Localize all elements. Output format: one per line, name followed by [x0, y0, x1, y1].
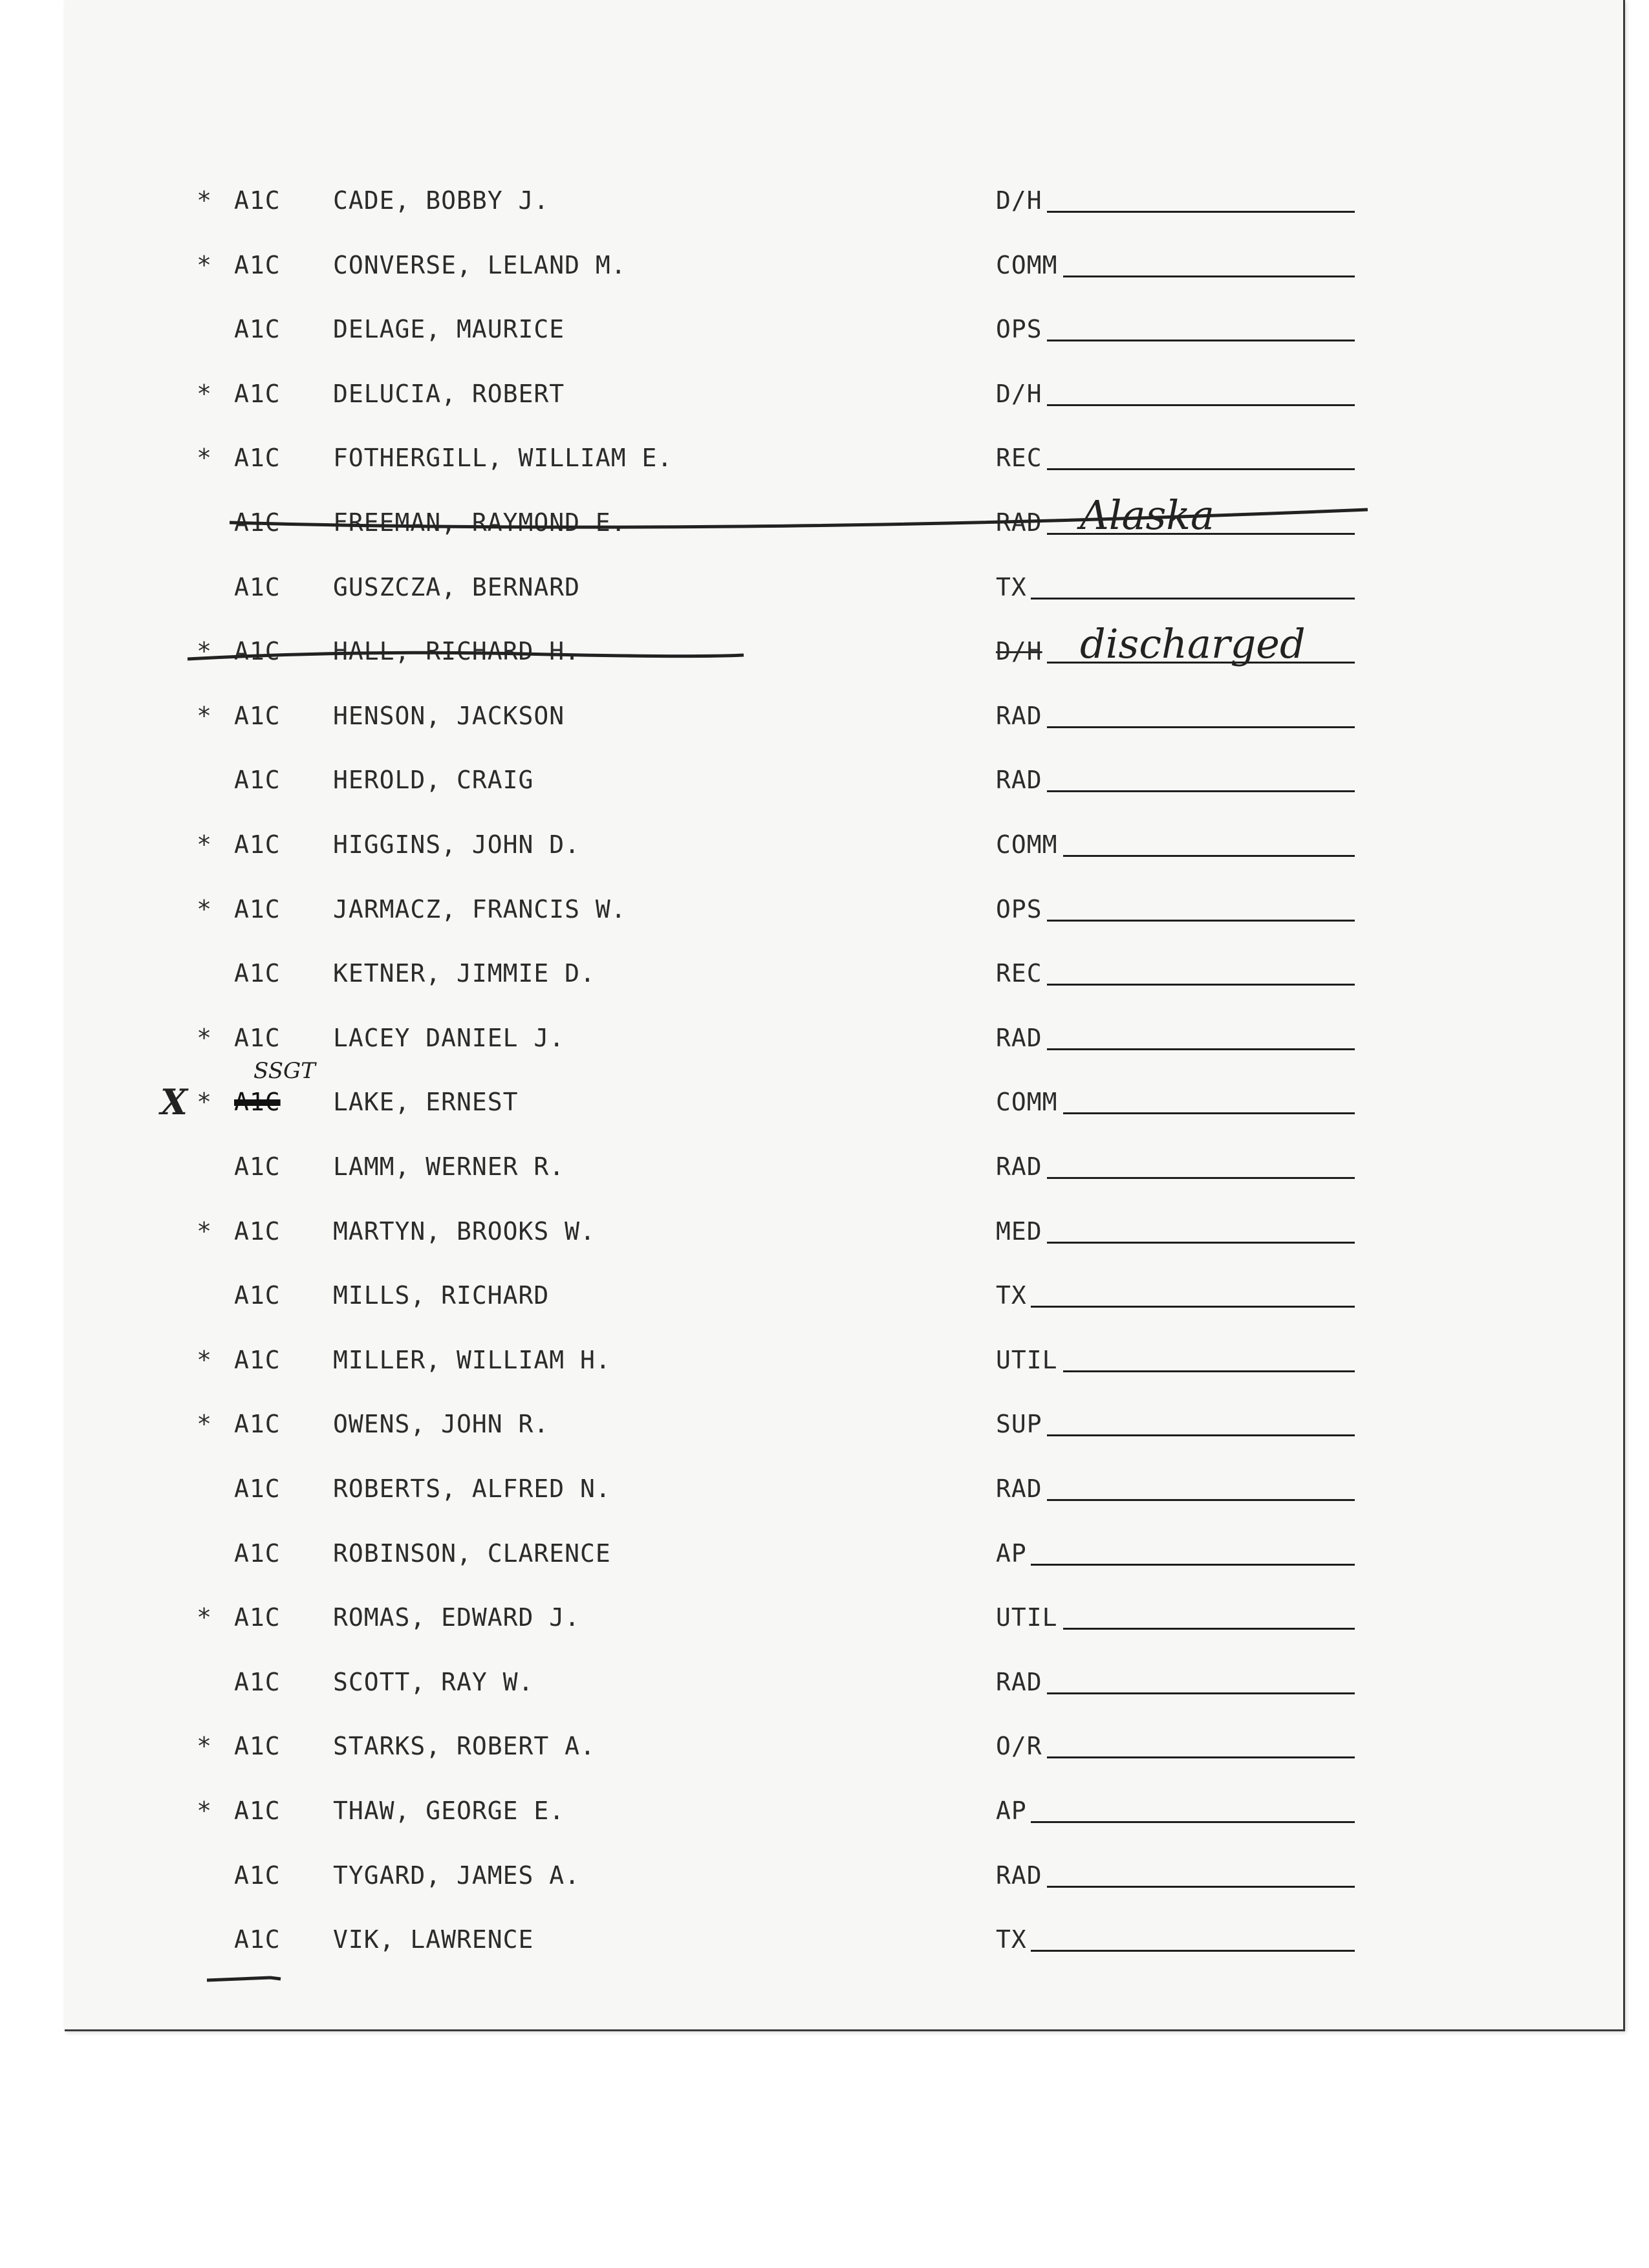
duty-section: AP: [996, 1797, 1027, 1825]
member-name: LAMM, WERNER R.: [333, 1152, 565, 1181]
duty-section: AP: [996, 1539, 1027, 1568]
roster-row: [65, 438, 1623, 477]
grade-label: A1C: [234, 1667, 281, 1696]
fill-in-line: [1063, 1112, 1355, 1114]
duty-section: REC: [996, 959, 1042, 988]
member-name: TYGARD, JAMES A.: [333, 1861, 581, 1890]
strike-through-line: [188, 632, 744, 671]
grade-label: A1C: [234, 444, 281, 473]
member-name: MILLS, RICHARD: [333, 1281, 550, 1310]
duty-section: O/R: [996, 1732, 1042, 1761]
roster-list: [65, 0, 1623, 2029]
fill-in-line: [1047, 1434, 1355, 1436]
fill-in-line: [1047, 726, 1355, 728]
grade-label: A1C: [234, 250, 281, 279]
fill-in-line: [1047, 1756, 1355, 1758]
strike-through-line: [230, 503, 1368, 542]
duty-section: SUP: [996, 1410, 1042, 1439]
fill-in-line: [1047, 984, 1355, 986]
roster-row: [65, 620, 1623, 671]
duty-section: MED: [996, 1216, 1042, 1246]
member-name: DELAGE, MAURICE: [333, 315, 565, 344]
duty-section: COMM: [996, 250, 1058, 279]
grade-label: A1C: [234, 1281, 281, 1310]
grade-label: A1C: [234, 1797, 281, 1825]
fill-in-line: [1047, 404, 1355, 406]
duty-section: UTIL: [996, 1345, 1058, 1374]
duty-section: RAD: [996, 1474, 1042, 1503]
duty-section: RAD: [996, 1023, 1042, 1052]
grade-label: A1C: [234, 379, 281, 408]
handwritten-note: discharged: [1080, 620, 1306, 668]
fill-in-line: [1063, 1628, 1355, 1630]
duty-section: TX: [996, 1281, 1027, 1310]
grade-label: A1C: [234, 1023, 281, 1052]
grade-label: A1C: [234, 1216, 281, 1246]
fill-in-line: [1063, 275, 1355, 277]
fill-in-line: [1047, 468, 1355, 470]
fill-in-line: [1031, 1564, 1355, 1566]
member-name: MARTYN, BROOKS W.: [333, 1216, 596, 1246]
grade-label: A1C: [234, 959, 281, 988]
member-name: STARKS, ROBERT A.: [333, 1732, 596, 1761]
member-name: THAW, GEORGE E.: [333, 1797, 565, 1825]
duty-section: D/H: [996, 637, 1042, 666]
grade-label: A1C: [234, 1088, 281, 1117]
duty-section: RAD: [996, 1152, 1042, 1181]
grade-label: A1C: [234, 637, 281, 666]
duty-section: COMM: [996, 830, 1058, 859]
fill-in-line: [1063, 855, 1355, 857]
member-name: MILLER, WILLIAM H.: [333, 1345, 611, 1374]
asterisk-mark: *: [197, 830, 212, 859]
roster-row: [65, 1212, 1623, 1251]
member-name: CADE, BOBBY J.: [333, 186, 550, 215]
grade-label: A1C: [234, 701, 281, 730]
member-name: LACEY DANIEL J.: [333, 1023, 565, 1052]
member-name: FREEMAN, RAYMOND E.: [333, 508, 627, 537]
roster-row: [65, 825, 1623, 864]
grade-label: A1C: [234, 830, 281, 859]
member-name: HALL, RICHARD H.: [333, 637, 581, 666]
fill-in-line: [1047, 790, 1355, 792]
roster-row: [65, 1856, 1623, 1895]
roster-row: [65, 1663, 1623, 1701]
asterisk-mark: *: [197, 637, 212, 666]
duty-section: UTIL: [996, 1603, 1058, 1632]
member-name: ROBINSON, CLARENCE: [333, 1539, 611, 1568]
asterisk-mark: *: [197, 379, 212, 408]
grade-label: A1C: [234, 315, 281, 344]
duty-section: TX: [996, 1925, 1027, 1954]
asterisk-mark: *: [197, 186, 212, 215]
roster-row: [65, 697, 1623, 735]
asterisk-mark: *: [197, 1732, 212, 1761]
roster-row: [65, 310, 1623, 349]
fill-in-line: [1031, 1821, 1355, 1823]
member-name: KETNER, JIMMIE D.: [333, 959, 596, 988]
fill-in-line: [1047, 1048, 1355, 1050]
grade-label: A1C: [234, 1925, 281, 1954]
duty-section: OPS: [996, 894, 1042, 923]
fill-in-line: [1063, 1370, 1355, 1372]
duty-section: RAD: [996, 1667, 1042, 1696]
asterisk-mark: *: [197, 1797, 212, 1825]
roster-row: [65, 1598, 1623, 1637]
member-name: DELUCIA, ROBERT: [333, 379, 565, 408]
roster-row: [65, 246, 1623, 285]
roster-row: [65, 1534, 1623, 1573]
asterisk-mark: *: [197, 250, 212, 279]
roster-row: [65, 1920, 1623, 1959]
fill-in-line: [1031, 1306, 1355, 1308]
grade-label: A1C: [234, 766, 281, 795]
fill-in-line: [1047, 920, 1355, 922]
grade-correction-note: SSGT: [253, 1058, 316, 1085]
handwritten-note: Alaska: [1080, 491, 1214, 539]
grade-label: A1C: [234, 894, 281, 923]
grade-label: A1C: [234, 572, 281, 601]
roster-row: [65, 374, 1623, 413]
fill-in-line: [1047, 211, 1355, 213]
duty-section: RAD: [996, 766, 1042, 795]
grade-label: A1C: [234, 1603, 281, 1632]
duty-section: COMM: [996, 1088, 1058, 1117]
member-name: HENSON, JACKSON: [333, 701, 565, 730]
fill-in-line: [1047, 340, 1355, 341]
member-name: HEROLD, CRAIG: [333, 766, 534, 795]
duty-section: RAD: [996, 701, 1042, 730]
roster-row: [65, 1791, 1623, 1830]
roster-row: [65, 1341, 1623, 1379]
member-name: JARMACZ, FRANCIS W.: [333, 894, 627, 923]
duty-section: D/H: [996, 379, 1042, 408]
asterisk-mark: *: [197, 444, 212, 473]
roster-row: [65, 1469, 1623, 1508]
asterisk-mark: *: [197, 1088, 212, 1117]
asterisk-mark: *: [197, 1603, 212, 1632]
member-name: LAKE, ERNEST: [333, 1088, 519, 1117]
grade-label: A1C: [234, 1732, 281, 1761]
member-name: HIGGINS, JOHN D.: [333, 830, 581, 859]
roster-row: [65, 1727, 1623, 1766]
roster-row: [65, 954, 1623, 993]
roster-row: [65, 890, 1623, 929]
member-name: FOTHERGILL, WILLIAM E.: [333, 444, 673, 473]
grade-label: A1C: [234, 1474, 281, 1503]
member-name: VIK, LAWRENCE: [333, 1925, 534, 1954]
asterisk-mark: *: [197, 701, 212, 730]
grade-label: A1C: [234, 1410, 281, 1439]
roster-row: [65, 761, 1623, 799]
grade-label: A1C: [234, 508, 281, 537]
fill-in-line: [1047, 1886, 1355, 1888]
grade-label: A1C: [234, 1345, 281, 1374]
roster-row: [65, 568, 1623, 607]
roster-row: [65, 1019, 1623, 1057]
duty-section: REC: [996, 444, 1042, 473]
duty-section: RAD: [996, 1861, 1042, 1890]
fill-in-line: [1031, 1950, 1355, 1952]
pen-stroke-mark: [206, 1972, 283, 1985]
roster-row: [65, 1276, 1623, 1315]
roster-row: [65, 1058, 1623, 1123]
fill-in-line: [1047, 1242, 1355, 1244]
grade-label: A1C: [234, 1861, 281, 1890]
member-name: GUSZCZA, BERNARD: [333, 572, 581, 601]
roster-row: [65, 181, 1623, 220]
roster-row: [65, 491, 1623, 542]
fill-in-line: [1047, 1499, 1355, 1501]
duty-section: OPS: [996, 315, 1042, 344]
fill-in-line: [1031, 598, 1355, 599]
fill-in-line: [1047, 1177, 1355, 1179]
duty-section: D/H: [996, 186, 1042, 215]
roster-row: [65, 1147, 1623, 1186]
margin-x-mark: X: [160, 1081, 188, 1123]
member-name: OWENS, JOHN R.: [333, 1410, 550, 1439]
grade-label: A1C: [234, 186, 281, 215]
grade-label: A1C: [234, 1539, 281, 1568]
asterisk-mark: *: [197, 1410, 212, 1439]
duty-section: TX: [996, 572, 1027, 601]
fill-in-line: [1047, 1692, 1355, 1694]
grade-label: A1C: [234, 1152, 281, 1181]
asterisk-mark: *: [197, 894, 212, 923]
asterisk-mark: *: [197, 1345, 212, 1374]
asterisk-mark: *: [197, 1023, 212, 1052]
roster-page: [65, 0, 1625, 2031]
duty-section: RAD: [996, 508, 1042, 537]
member-name: ROBERTS, ALFRED N.: [333, 1474, 611, 1503]
roster-row: [65, 1405, 1623, 1443]
member-name: ROMAS, EDWARD J.: [333, 1603, 581, 1632]
asterisk-mark: *: [197, 1216, 212, 1246]
member-name: SCOTT, RAY W.: [333, 1667, 534, 1696]
member-name: CONVERSE, LELAND M.: [333, 250, 627, 279]
